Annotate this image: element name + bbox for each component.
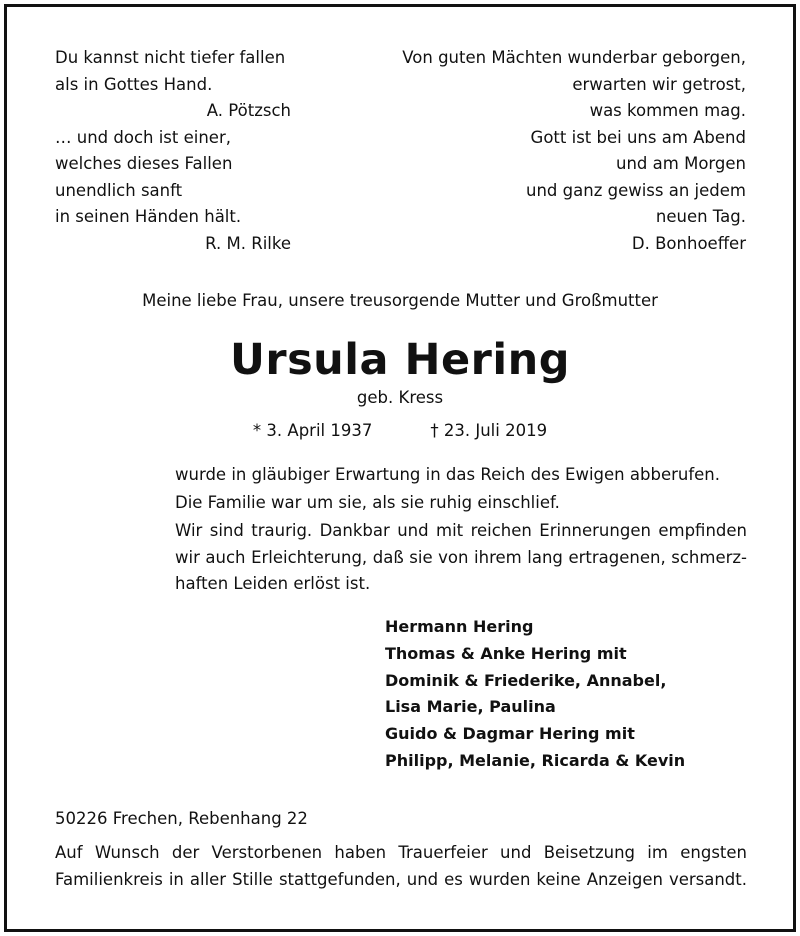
poem-right-line: Gott ist bei uns am Abend — [530, 127, 746, 147]
poem-left-line: Du kannst nicht tiefer fallen — [55, 48, 286, 67]
family-member: Lisa Marie, Paulina — [385, 697, 556, 717]
funeral-note-line: Auf Wunsch der Verstorbenen haben Trauerfeier und Beisetzung im engsten — [55, 843, 747, 862]
intro-line: Meine liebe Frau, unsere treusorgende Mutter und Großmutter — [142, 291, 658, 310]
deceased-name: Ursula Hering — [229, 335, 571, 385]
family-member: Dominik & Friederike, Annabel, — [385, 670, 667, 690]
life-dates — [0, 418, 800, 445]
body-paragraph-line: Wir sind traurig. Dankbar und mit reichen Erinnerungen empfinden — [175, 521, 747, 540]
family-member: Hermann Hering — [385, 617, 534, 636]
body-paragraph-line: haften Leiden erlöst ist. — [175, 574, 371, 593]
birth-date: * 3. April 1937 — [252, 421, 373, 440]
body-paragraph-line: wir auch Erleichterung, daß sie von ihrem lang ertragenen, schmerz- — [175, 547, 747, 567]
poem-right-line: was kommen mag. — [589, 101, 746, 120]
poem-left-author: R. M. Rilke — [205, 233, 291, 253]
poem-left-line: unendlich sanft — [55, 180, 183, 200]
maiden-name: geb. Kress — [356, 388, 444, 407]
poem-right-author: D. Bonhoeffer — [631, 233, 746, 253]
poem-right-line: neuen Tag. — [655, 207, 746, 226]
body-line: wurde in gläubiger Erwartung in das Reich des Ewigen abberufen. — [175, 465, 720, 484]
family-signatures — [385, 617, 685, 778]
poem-left-line: in seinen Händen hält. — [55, 207, 242, 226]
poem-left-line: welches dieses Fallen — [55, 154, 233, 173]
family-member: Thomas & Anke Hering mit — [385, 643, 627, 663]
body-paragraph — [175, 518, 747, 598]
family-member: Philipp, Melanie, Ricarda & Kevin — [385, 750, 686, 770]
poem-left — [55, 45, 291, 257]
poem-right-line: und ganz gewiss an jedem — [526, 180, 746, 200]
poem-right-line: erwarten wir getrost, — [572, 74, 746, 94]
poem-right — [380, 45, 746, 257]
death-date: † 23. Juli 2019 — [430, 421, 548, 440]
poem-left-author: A. Pötzsch — [206, 101, 291, 120]
funeral-note — [55, 840, 747, 893]
address: 50226 Frechen, Rebenhang 22 — [55, 809, 308, 828]
family-member: Guido & Dagmar Hering mit — [385, 724, 635, 744]
poem-right-line: und am Morgen — [616, 154, 746, 173]
poem-left-line: … und doch ist einer, — [55, 127, 231, 147]
funeral-note-line: Familienkreis in aller Stille stattgefunden, und es wurden keine Anzeigen versandt. — [55, 869, 747, 889]
poem-left-line: als in Gottes Hand. — [55, 74, 213, 94]
poem-right-line: Von guten Mächten wunderbar geborgen, — [402, 48, 746, 67]
body-line: Die Familie war um sie, als sie ruhig einschlief. — [175, 493, 560, 512]
